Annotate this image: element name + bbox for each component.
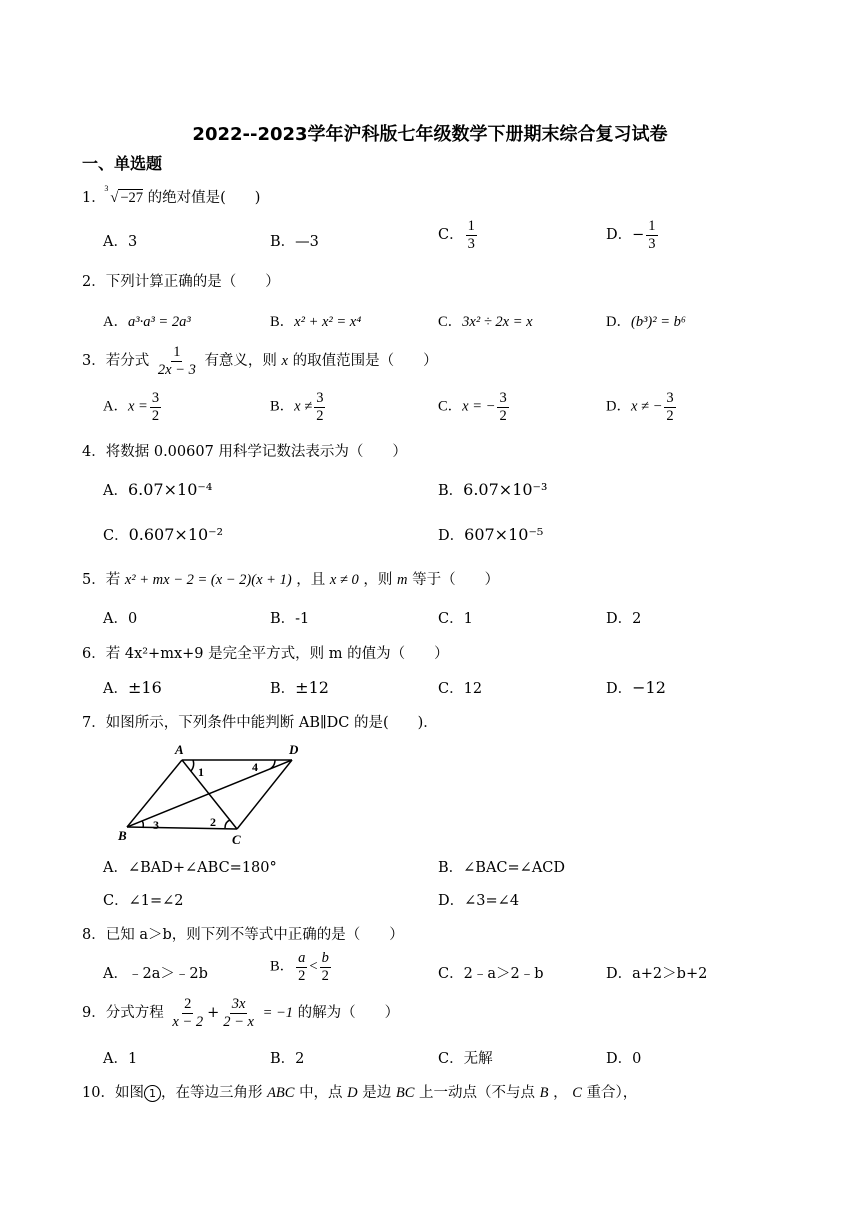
q4-option-b[interactable]: B．6.07×10⁻³ [438,480,548,499]
q9-option-d[interactable]: D．0 [606,1051,642,1067]
section-heading: 一、单选题 [82,154,163,173]
question-8: 8．已知 a＞b，则下列不等式中正确的是（ ） [82,927,404,943]
q6-option-d[interactable]: D．−12 [606,678,666,697]
q2-option-c[interactable]: C．3x² ÷ 2x = x [438,314,533,330]
question-text: 的绝对值是( ) [147,190,261,206]
question-6: 6．若 4x²+mx+9 是完全平方式，则 m 的值为（ ） [82,646,449,662]
q2-option-d[interactable]: D．(b³)² = b⁶ [606,314,686,330]
edge-dc [237,760,292,829]
q9-option-c[interactable]: C．无解 [438,1051,493,1067]
question-1 [82,186,260,207]
q3-option-c[interactable]: C．x = − $\frac{3}{2}$ [438,390,507,424]
q4-option-a[interactable]: A．6.07×10⁻⁴ [103,480,213,499]
q8-option-b[interactable]: B． $\frac{a}{2}$ < $\frac{b}{2}$ [270,950,329,984]
question-7: 7．如图所示，下列条件中能判断 AB∥DC 的是( )． [82,715,438,731]
question-text: 下列计算正确的是（ ） [105,274,280,290]
q1-option-d[interactable]: D．− $\frac{1}{3}$ [606,218,656,252]
question-text: 若 4x²+mx+9 是完全平方式，则 m 的值为（ ） [105,646,449,662]
label-angle-1: 1 [198,765,204,779]
question-2: 2．下列计算正确的是（ ） [82,274,280,290]
q1-option-b[interactable]: B．—3 [270,234,319,250]
question-3: 3．若分式 $\frac{1}{2x - 3}$ 有意义，则 x 的取值范围是（ ） [82,344,438,378]
fraction: $\frac{1}{2x - 3}$ [157,344,196,378]
label-d: D [289,742,299,757]
q1-option-a[interactable]: A．3 [103,234,138,250]
question-10: 10．如图 1 ，在等边三角形 ABC 中，点 D 是边 BC 上一动点（不与点 B ， C 重合）， [82,1085,638,1101]
label-angle-3: 3 [153,818,159,832]
label-c: C [232,832,241,847]
q6-option-b[interactable]: B．±12 [270,678,329,697]
q5-option-b[interactable]: B．-1 [270,611,310,627]
question-text: 如图所示，下列条件中能判断 AB∥DC 的是( )． [105,715,438,731]
q8-option-d[interactable]: D．a+2＞b+2 [606,966,708,982]
q2-option-b[interactable]: B．x² + x² = x⁴ [270,314,362,330]
page-title: 2022--2023学年沪科版七年级数学下册期末综合复习试卷 [192,124,668,145]
q9-option-a[interactable]: A．1 [103,1051,138,1067]
q1-option-c[interactable]: C． $\frac{1}{3}$ [438,218,475,252]
question-9: 9．分式方程 $\frac{2}{x - 2}$ + $\frac{3x}{2 - x}$ = −1 的解为（ ） [82,996,400,1030]
label-angle-2: 2 [210,815,216,829]
q5-option-a[interactable]: A．0 [103,611,138,627]
q7-option-b[interactable]: B．∠BAC=∠ACD [438,860,566,876]
question-text: 将数据 0.00607 用科学记数法表示为（ ） [105,444,407,460]
q5-option-c[interactable]: C．1 [438,611,473,627]
label-angle-4: 4 [252,760,258,774]
q6-option-c[interactable]: C．12 [438,681,483,697]
angle-2-arc [225,820,230,828]
cube-root: 3 √ −27 [104,184,143,206]
q7-option-d[interactable]: D．∠3=∠4 [438,893,520,909]
circled-number-icon: 1 [144,1085,161,1102]
q4-option-c[interactable]: C．0.607×10⁻² [103,525,224,544]
q3-option-d[interactable]: D．x ≠ − $\frac{3}{2}$ [606,390,674,424]
label-b: B [118,828,127,843]
q4-option-d[interactable]: D．607×10⁻⁵ [438,525,544,544]
q7-option-c[interactable]: C．∠1=∠2 [103,893,184,909]
q8-option-a[interactable]: A．﹣2a＞﹣2b [103,966,208,982]
angle-1-arc [191,760,194,771]
edge-ab [127,760,182,827]
q3-option-b[interactable]: B．x ≠ $\frac{3}{2}$ [270,390,324,424]
question-4: 4．将数据 0.00607 用科学记数法表示为（ ） [82,444,407,460]
q6-option-a[interactable]: A．±16 [103,678,162,697]
question-text: 已知 a＞b，则下列不等式中正确的是（ ） [105,927,404,943]
q9-option-b[interactable]: B．2 [270,1051,305,1067]
q2-option-a[interactable]: A．a³·a³ = 2a³ [103,314,191,330]
question-number: 1． [82,190,106,206]
label-a: A [175,742,184,757]
parallelogram-figure [115,740,315,850]
question-5: 5．若 x² + mx − 2 = (x − 2)(x + 1) ，且 x ≠ 0 ，则 m 等于（ ） [82,572,500,588]
q3-option-a[interactable]: A．x = $\frac{3}{2}$ [103,390,160,424]
q5-option-d[interactable]: D．2 [606,611,642,627]
q7-option-a[interactable]: A．∠BAD+∠ABC=180° [103,860,277,876]
q8-option-c[interactable]: C．2﹣a＞2﹣b [438,966,544,982]
